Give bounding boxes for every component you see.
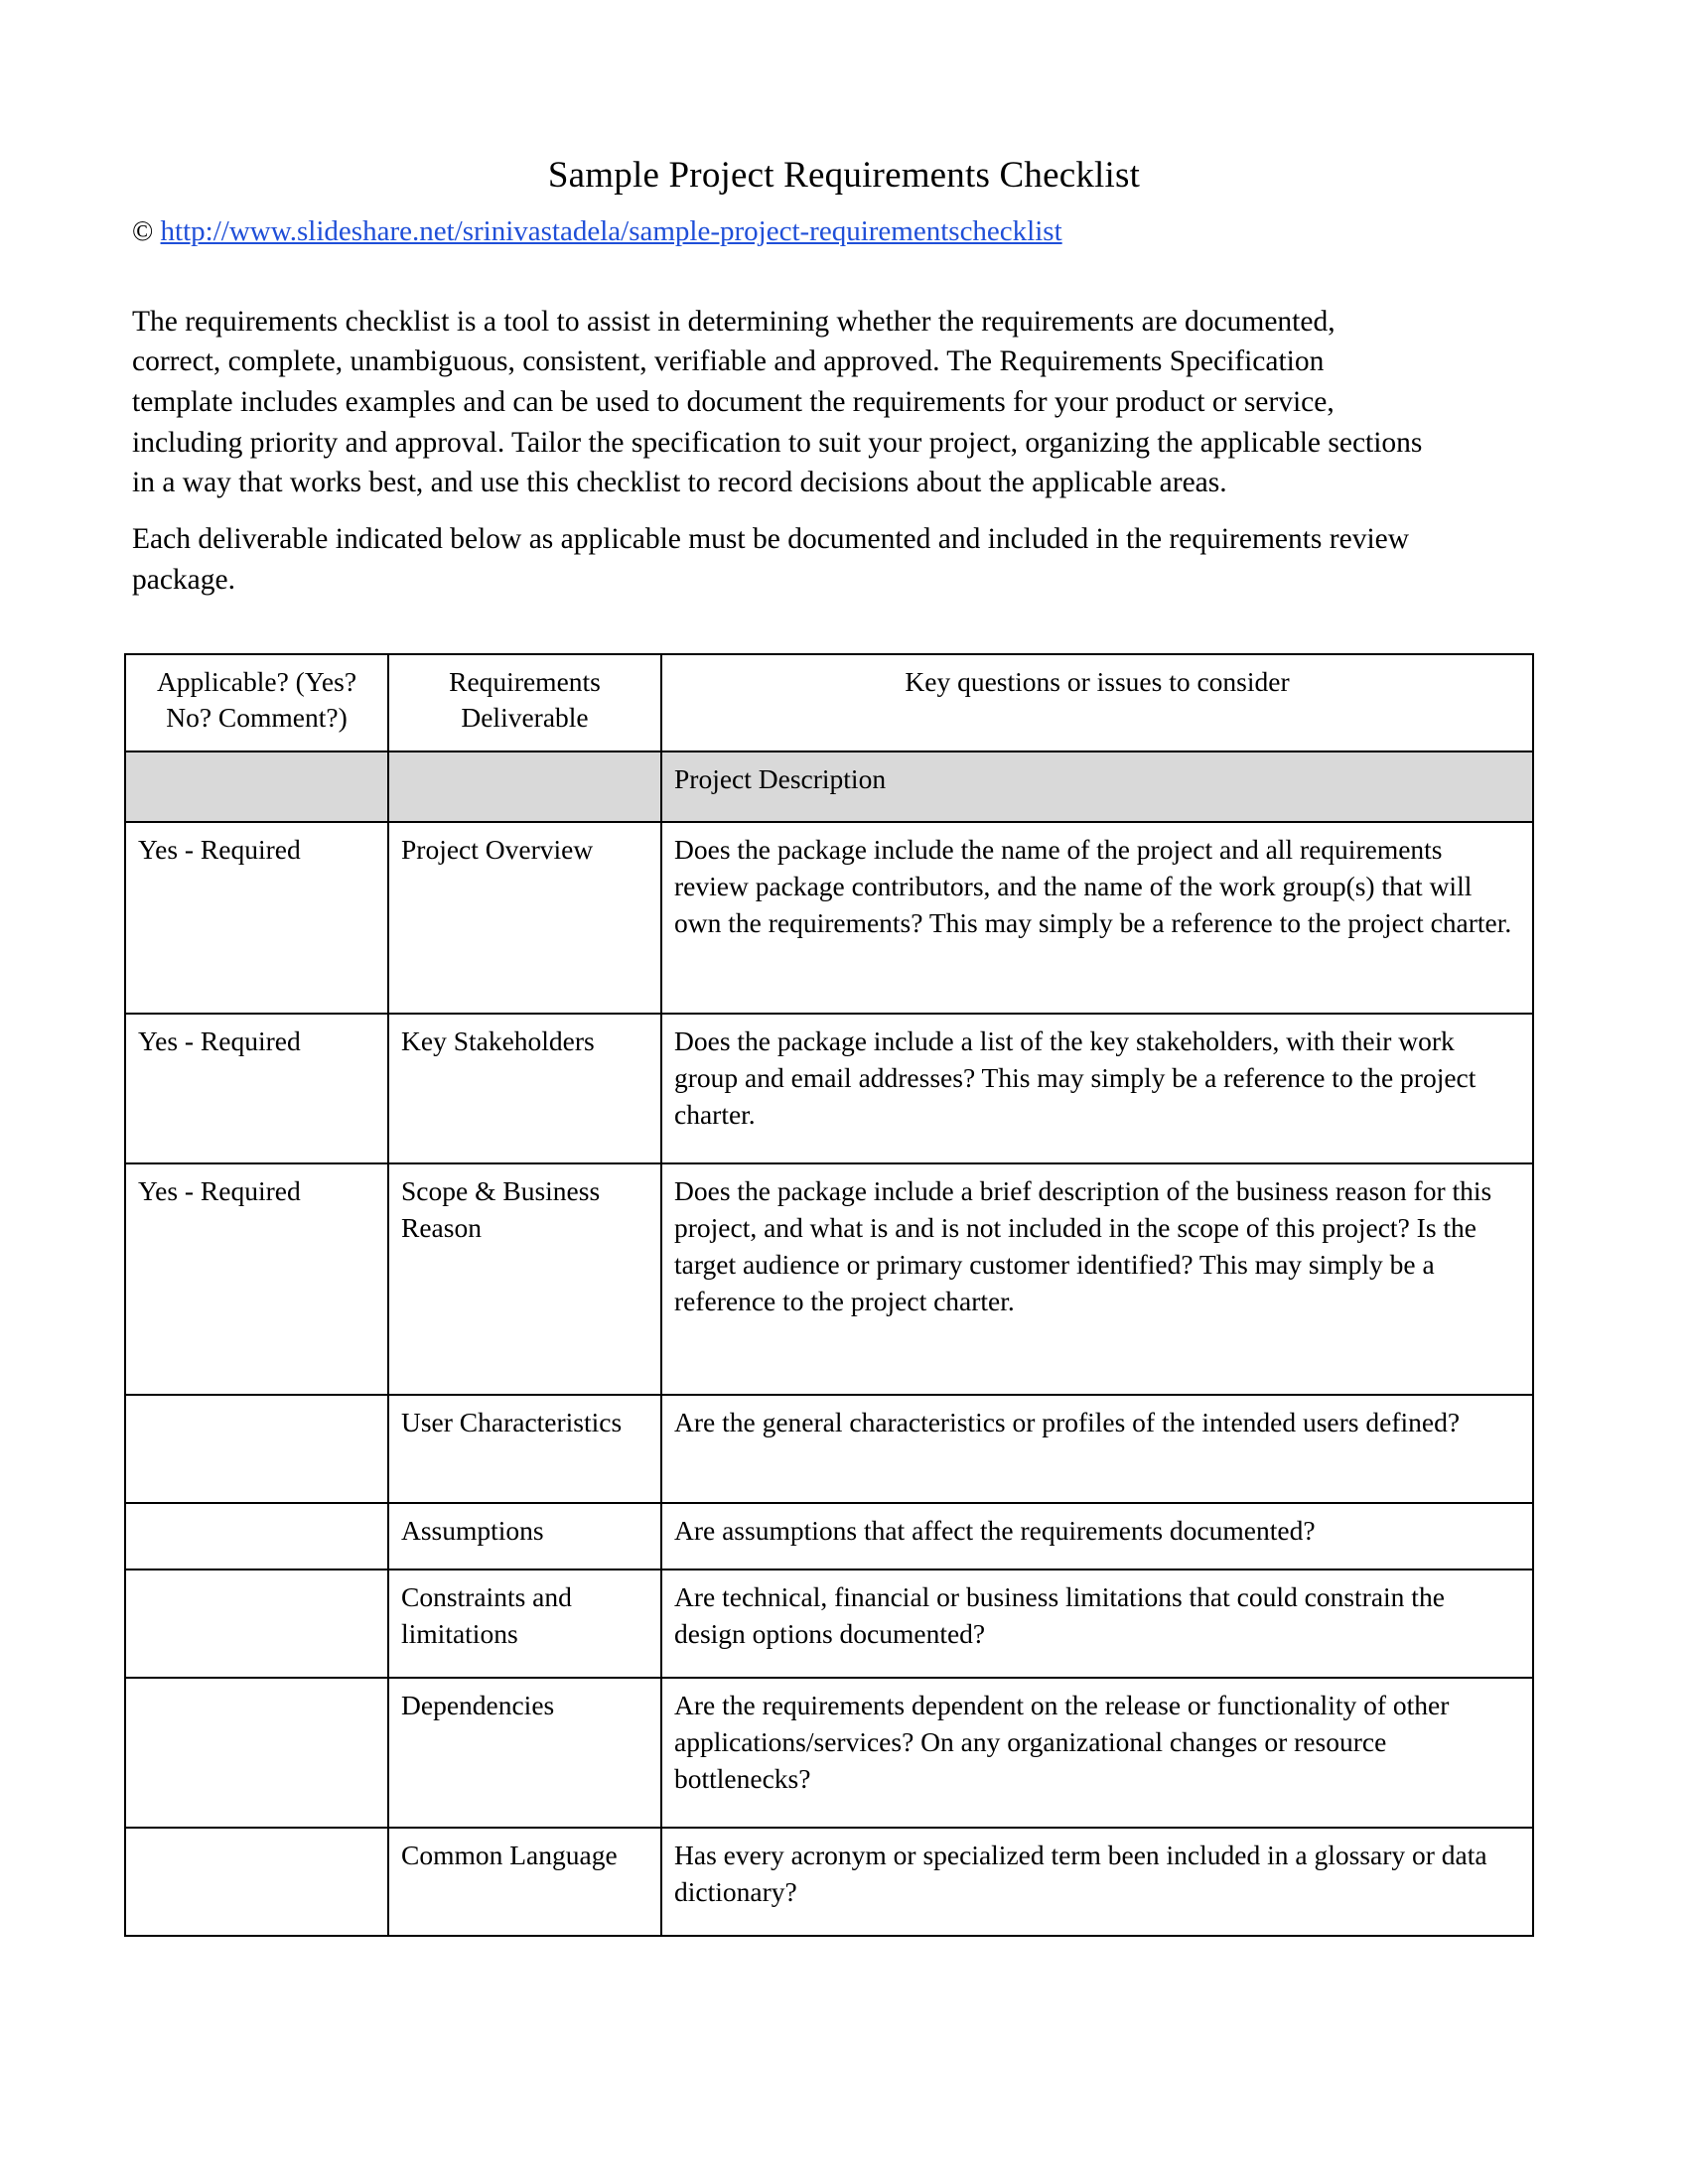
table-header-row	[125, 654, 1533, 752]
column-header-deliverable-line1: Requirements	[449, 665, 601, 697]
cell-applicable[interactable]	[125, 1395, 388, 1503]
cell-deliverable: Scope & Business Reason	[388, 1163, 661, 1395]
cell-applicable[interactable]: Yes - Required	[125, 822, 388, 1014]
column-header-applicable-line2: No? Comment?)	[166, 702, 348, 734]
cell-question: Has every acronym or specialized term been included in a glossary or data dictionary?	[661, 1828, 1533, 1936]
page-title: Sample Project Requirements Checklist	[547, 155, 1141, 196]
cell-applicable[interactable]	[125, 1828, 388, 1936]
cell-question: Are assumptions that affect the requirements documented?	[661, 1503, 1533, 1570]
cell-deliverable: Key Stakeholders	[388, 1014, 661, 1163]
copyright-line	[0, 198, 1688, 249]
intro-text-block	[0, 250, 1688, 601]
section-cell-applicable	[125, 751, 388, 822]
cell-question: Are the requirements dependent on the release or functionality of other applications/services? On any organizational changes or resource bottlenecks?	[661, 1678, 1533, 1828]
table-row	[125, 1678, 1533, 1828]
section-heading-label: Project Description	[661, 751, 1533, 822]
copyright-icon: ©	[132, 216, 154, 248]
cell-deliverable: Project Overview	[388, 822, 661, 1014]
cell-question: Does the package include the name of the project and all requirements review package contributors, and the name of the work group(s) that will own the requirements? This may simply be a reference to the project charter.	[661, 822, 1533, 1014]
table-row	[125, 1503, 1533, 1570]
table-row	[125, 822, 1533, 1014]
table-row	[125, 1163, 1533, 1395]
column-header-questions: Key questions or issues to consider	[661, 654, 1533, 752]
cell-deliverable: Constraints and limitations	[388, 1570, 661, 1678]
section-cell-deliverable	[388, 751, 661, 822]
cell-applicable[interactable]: Yes - Required	[125, 1014, 388, 1163]
cell-deliverable: Common Language	[388, 1828, 661, 1936]
cell-applicable[interactable]: Yes - Required	[125, 1163, 388, 1395]
intro-paragraph-1: The requirements checklist is a tool to assist in determining whether the requirements are documented, correct, complete, unambiguous, consistent, verifiable and approved. The Requirements Specification template includes examples and can be used to document the requirements for your product or service, including priority and approval. Tailor the specification to suit your project, organizing the applicable sections in a way that works best, and use this checklist to record decisions about the applicable areas.	[132, 305, 1423, 499]
cell-question: Does the package include a list of the key stakeholders, with their work group and email addresses? This may simply be a reference to the project charter.	[661, 1014, 1533, 1163]
section-heading-row	[125, 751, 1533, 822]
column-header-applicable-line1: Applicable? (Yes?	[156, 665, 357, 697]
cell-applicable[interactable]	[125, 1678, 388, 1828]
requirements-checklist-table	[124, 653, 1534, 1938]
cell-deliverable: Dependencies	[388, 1678, 661, 1828]
cell-question: Does the package include a brief description of the business reason for this project, and what is and is not included in the scope of this project? Is the target audience or primary customer identified? This may simply be a reference to the project charter.	[661, 1163, 1533, 1395]
cell-deliverable: User Characteristics	[388, 1395, 661, 1503]
cell-question: Are the general characteristics or profiles of the intended users defined?	[661, 1395, 1533, 1503]
table-row	[125, 1570, 1533, 1678]
column-header-applicable	[125, 654, 388, 752]
cell-deliverable: Assumptions	[388, 1503, 661, 1570]
cell-question: Are technical, financial or business limitations that could constrain the design options documented?	[661, 1570, 1533, 1678]
table-row	[125, 1014, 1533, 1163]
cell-applicable[interactable]	[125, 1503, 388, 1570]
table-row	[125, 1395, 1533, 1503]
checklist-table-wrapper	[0, 616, 1688, 1938]
column-header-deliverable	[388, 654, 661, 752]
cell-applicable[interactable]	[125, 1570, 388, 1678]
table-row	[125, 1828, 1533, 1936]
column-header-deliverable-line2: Deliverable	[461, 702, 589, 734]
source-url-link[interactable]: http://www.slideshare.net/srinivastadela/sample-project-requirementschecklist	[160, 215, 1062, 248]
intro-paragraph-2: Each deliverable indicated below as applicable must be documented and included in the requirements review package.	[132, 523, 1410, 596]
